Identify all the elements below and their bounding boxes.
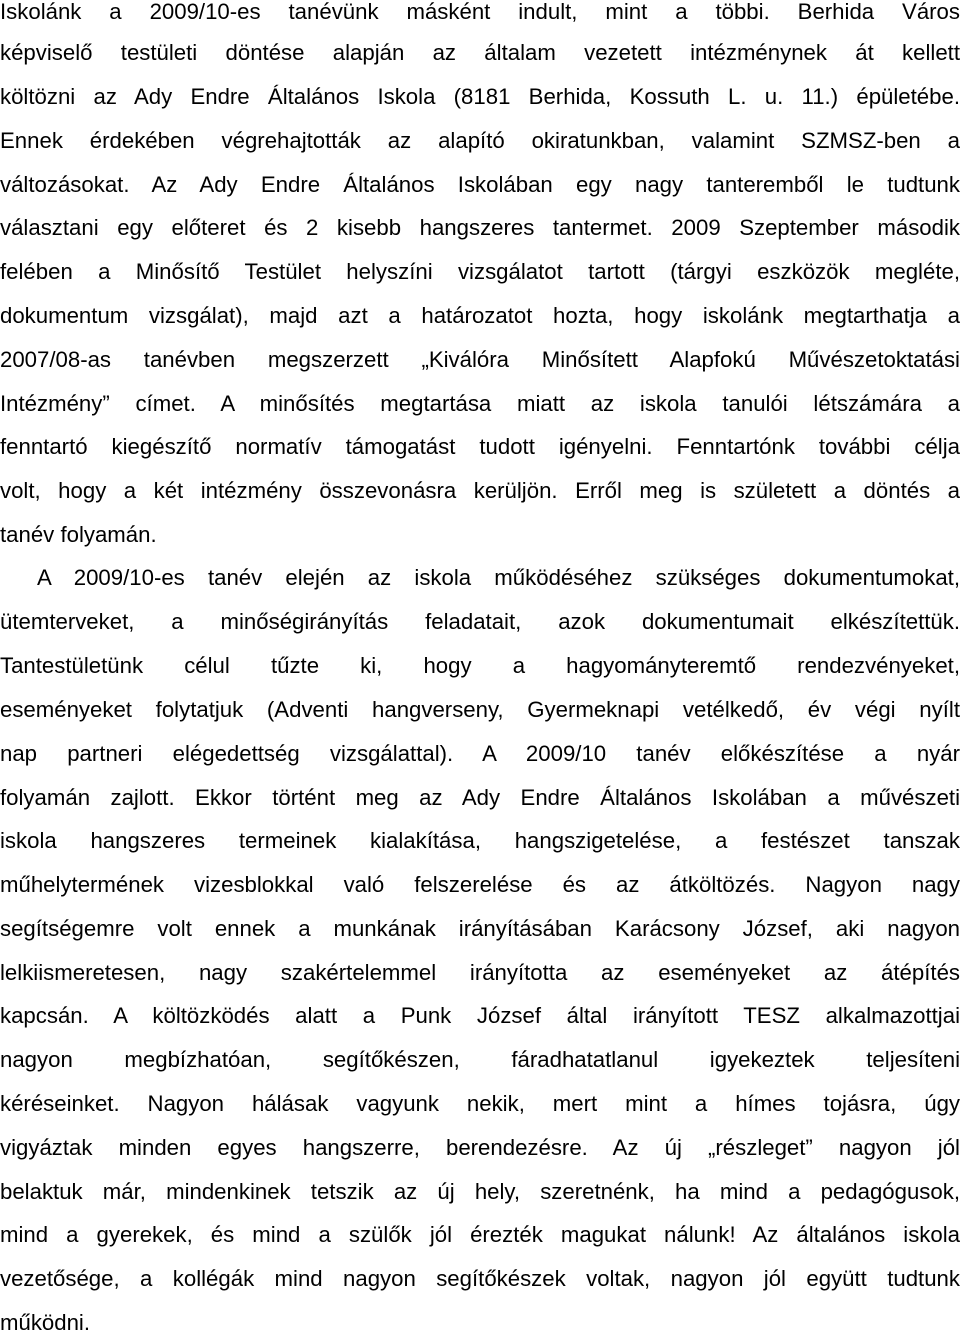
text-line: vigyáztak minden egyes hangszerre, berendezésre. Az új „részleget” nagyon jól	[0, 1135, 960, 1160]
text-line: 2007/08-as tanévben megszerzett „Kiválóra Minősített Alapfokú Művészetoktatási	[0, 347, 960, 372]
text-line: vezetősége, a kollégák mind nagyon segítőkészek voltak, nagyon jól együtt tudtunk	[0, 1266, 960, 1291]
text-line: Ennek érdekében végrehajtották az alapító okiratunkban, valamint SZMSZ-ben a	[0, 128, 960, 153]
text-line: működni.	[0, 1310, 91, 1335]
text-line-indented: A 2009/10-es tanév elején az iskola működéséhez szükséges dokumentumokat,	[37, 565, 960, 590]
text-line: Tantestületünk célul tűzte ki, hogy a hagyományteremtő rendezvényeket,	[0, 653, 960, 678]
text-line: segítségemre volt ennek a munkának irányításában Karácsony József, aki nagyon	[0, 916, 960, 941]
text-line: tanév folyamán.	[0, 522, 157, 547]
text-line: felében a Minősítő Testület helyszíni vizsgálatot tartott (tárgyi eszközök megléte,	[0, 259, 960, 284]
text-line: műhelytermének vizesblokkal való felszerelése és az átköltözés. Nagyon nagy	[0, 872, 960, 897]
text-line: költözni az Ady Endre Általános Iskola (8181 Berhida, Kossuth L. u. 11.) épületébe.	[0, 84, 960, 109]
text-line: iskola hangszeres termeinek kialakítása, hangszigetelése, a festészet tanszak	[0, 828, 960, 853]
text-line: dokumentum vizsgálat), majd azt a határozatot hozta, hogy iskolánk megtarthatja a	[0, 303, 960, 328]
text-line: kapcsán. A költözködés alatt a Punk József által irányított TESZ alkalmazottjai	[0, 1003, 960, 1028]
text-line: kéréseinket. Nagyon hálásak vagyunk nekik, mert mint a hímes tojásra, úgy	[0, 1091, 960, 1116]
text-line: Intézmény” címet. A minősítés megtartása miatt az iskola tanulói létszámára a	[0, 391, 960, 416]
text-line: eseményeket folytatjuk (Adventi hangverseny, Gyermeknapi vetélkedő, év végi nyílt	[0, 697, 960, 722]
text-line: folyamán zajlott. Ekkor történt meg az Ady Endre Általános Iskolában a művészeti	[0, 785, 960, 810]
text-line: fenntartó kiegészítő normatív támogatást tudott igényelni. Fenntartónk további célja	[0, 434, 960, 459]
text-line: változásokat. Az Ady Endre Általános Iskolában egy nagy tanteremből le tudtunk	[0, 172, 960, 197]
text-line: választani egy előteret és 2 kisebb hangszeres tantermet. 2009 Szeptember második	[0, 215, 960, 240]
text-line: ütemterveket, a minőségirányítás feladatait, azok dokumentumait elkészítettük.	[0, 609, 960, 634]
text-line: nagyon megbízhatóan, segítőkészen, fáradhatatlanul igyekeztek teljesíteni	[0, 1047, 960, 1072]
text-line: volt, hogy a két intézmény összevonásra kerüljön. Erről meg is született a döntés a	[0, 478, 960, 503]
text-line: nap partneri elégedettség vizsgálattal). A 2009/10 tanév előkészítése a nyár	[0, 741, 960, 766]
text-line: képviselő testületi döntése alapján az általam vezetett intézménynek át kellett	[0, 40, 960, 65]
text-line: Iskolánk a 2009/10-es tanévünk másként indult, mint a többi. Berhida Város	[0, 0, 960, 24]
text-line: lelkiismeretesen, nagy szakértelemmel irányította az eseményeket az átépítés	[0, 960, 960, 985]
text-line: belaktuk már, mindenkinek tetszik az új hely, szeretnénk, ha mind a pedagógusok,	[0, 1179, 960, 1204]
text-line: mind a gyerekek, és mind a szülők jól érezték magukat nálunk! Az általános iskola	[0, 1222, 960, 1247]
